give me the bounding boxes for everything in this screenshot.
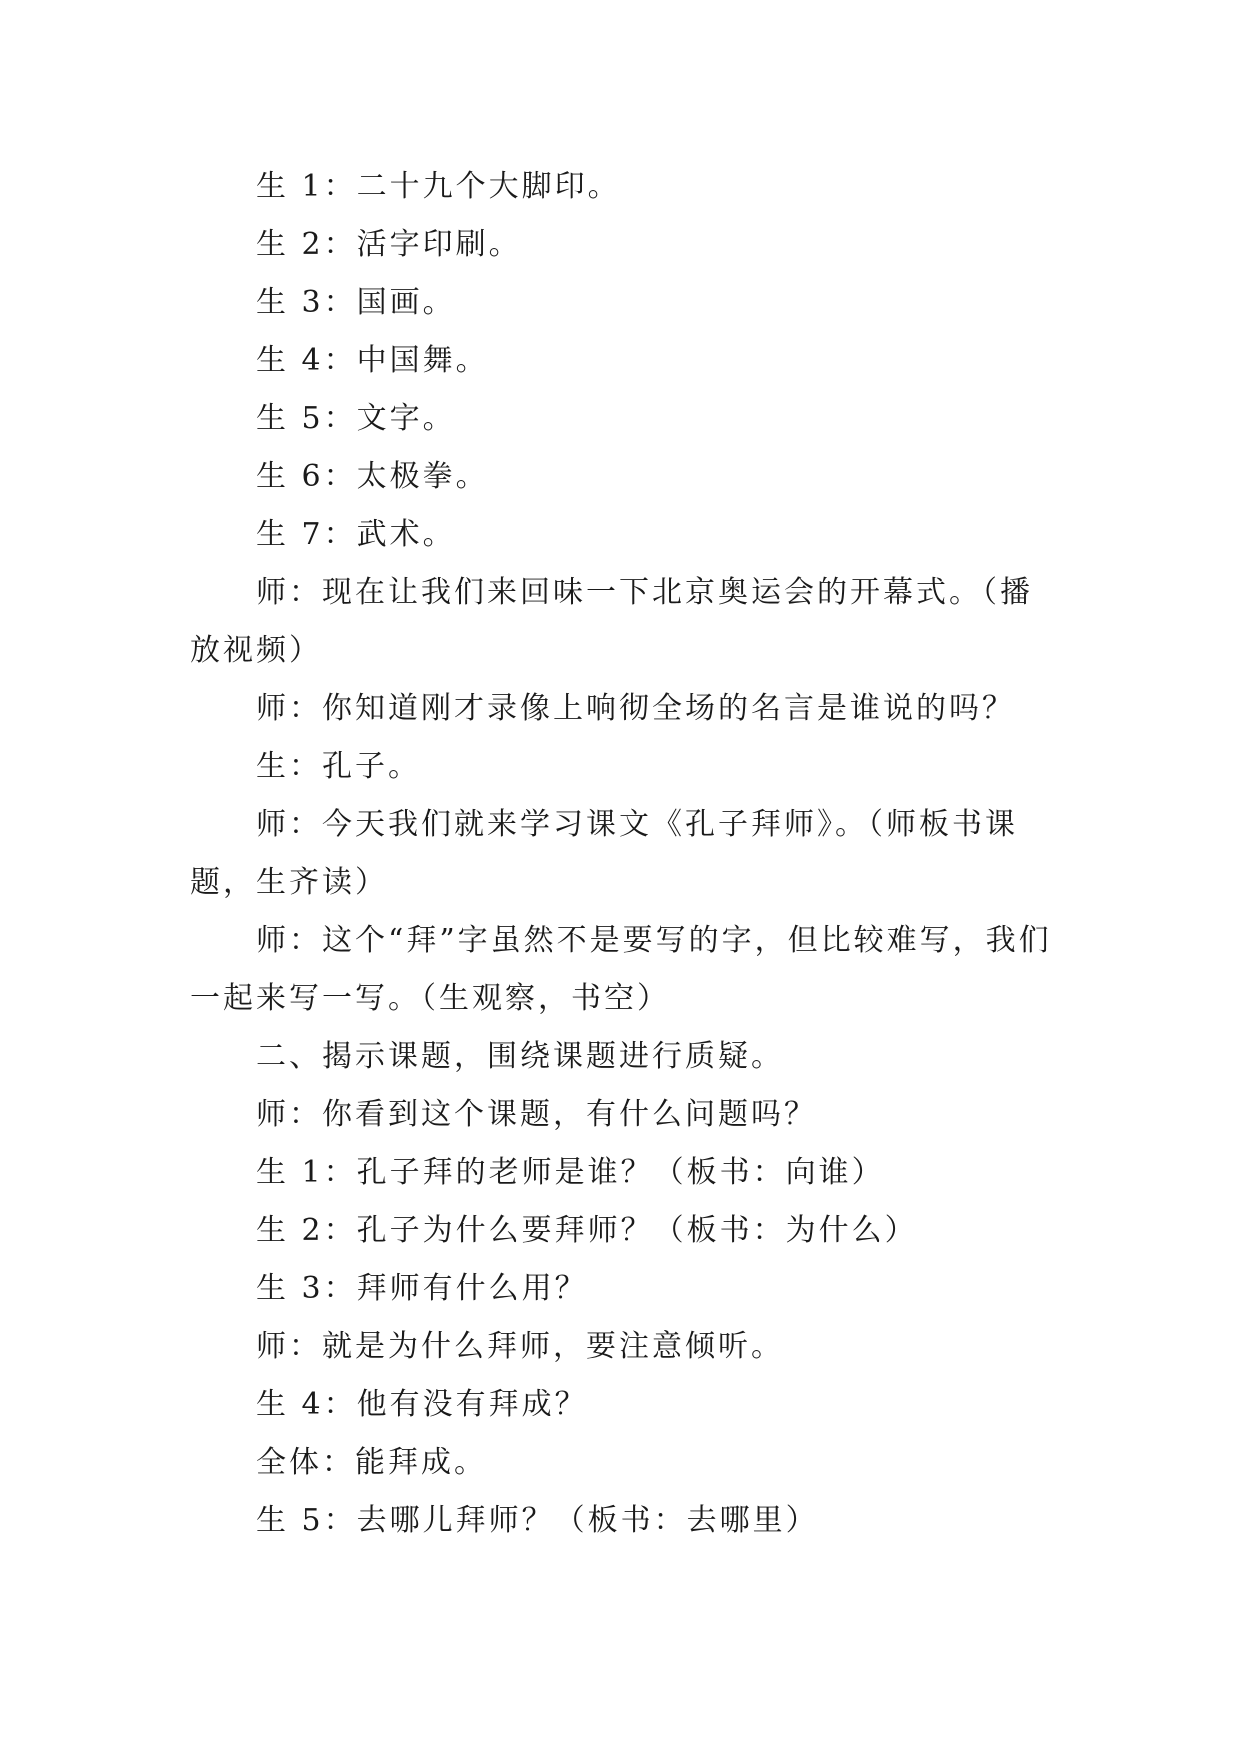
paragraph-teacher-listen: 师：就是为什么拜师，要注意倾听。	[256, 1329, 784, 1364]
paragraph-student-1-footprints: 生 1：二十九个大脚印。	[256, 169, 621, 204]
paragraph-student-3-painting: 生 3：国画。	[256, 285, 456, 320]
section-heading-questioning: 二、揭示课题，围绕课题进行质疑。	[256, 1039, 784, 1074]
paragraph-student-7-martial-arts: 生 7：武术。	[256, 517, 456, 552]
paragraph-student-2-why: 生 2：孔子为什么要拜师？（板书：为什么）	[256, 1213, 918, 1248]
paragraph-student-6-taichi: 生 6：太极拳。	[256, 459, 489, 494]
paragraph-all-yes: 全体：能拜成。	[256, 1445, 487, 1480]
paragraph-teacher-quote-question: 师：你知道刚才录像上响彻全场的名言是谁说的吗？	[256, 691, 1015, 726]
paragraph-student-4-success: 生 4：他有没有拜成？	[256, 1387, 588, 1422]
paragraph-student-2-printing: 生 2：活字印刷。	[256, 227, 522, 262]
paragraph-student-5-characters: 生 5：文字。	[256, 401, 456, 436]
paragraph-teacher-lesson-title: 师：今天我们就来学习课文《孔子拜师》。（师板书课题，生齐读）	[190, 807, 1018, 900]
paragraph-teacher-any-questions: 师：你看到这个课题，有什么问题吗？	[256, 1097, 817, 1132]
paragraph-student-1-who-teacher: 生 1：孔子拜的老师是谁？（板书：向谁）	[256, 1155, 885, 1190]
paragraph-student-confucius: 生：孔子。	[256, 749, 421, 784]
paragraph-teacher-olympics-video: 师：现在让我们来回味一下北京奥运会的开幕式。（播放视频）	[190, 575, 1033, 668]
paragraph-student-4-dance: 生 4：中国舞。	[256, 343, 489, 378]
paragraph-student-3-use: 生 3：拜师有什么用？	[256, 1271, 588, 1306]
paragraph-student-5-where: 生 5：去哪儿拜师？（板书：去哪里）	[256, 1503, 819, 1538]
paragraph-teacher-writing-bai: 师：这个“拜”字虽然不是要写的字，但比较难写，我们一起来写一写。（生观察，书空）	[190, 923, 1052, 1016]
document-body	[190, 158, 1055, 1550]
